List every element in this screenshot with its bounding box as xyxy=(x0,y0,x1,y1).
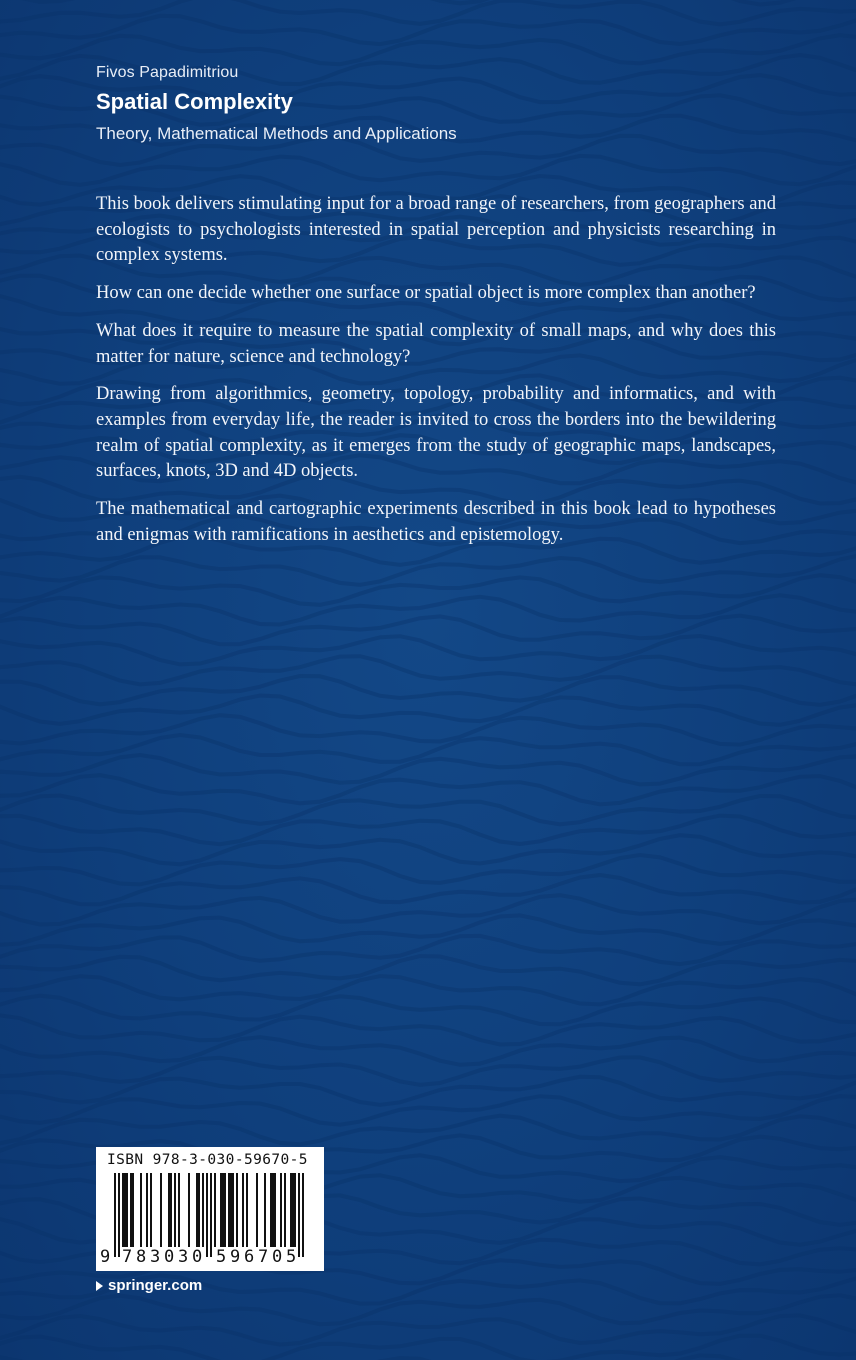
barcode-bar xyxy=(210,1173,212,1257)
barcode-bar xyxy=(150,1173,152,1247)
blurb-paragraph: How can one decide whether one surface or spatial object is more complex than another? xyxy=(96,283,756,304)
author-name: Fivos Papadimitriou xyxy=(96,64,239,81)
barcode-bar xyxy=(178,1173,180,1247)
barcode-bar xyxy=(270,1173,272,1247)
barcode-bar xyxy=(124,1173,126,1247)
barcode-bar xyxy=(280,1173,282,1247)
barcode-bar xyxy=(272,1173,274,1247)
barcode-bar xyxy=(170,1173,172,1247)
barcode-bar xyxy=(140,1173,142,1247)
barcode-bar xyxy=(228,1173,230,1247)
barcode-bar xyxy=(224,1173,226,1247)
barcode-bar xyxy=(284,1173,286,1247)
barcode-bar xyxy=(214,1173,216,1247)
blurb-paragraph: The mathematical and cartographic experiments described in this book lead to hypotheses and enigmas with ramifications in aesthetics and epistemology. xyxy=(96,499,776,545)
barcode-bar xyxy=(160,1173,162,1247)
ean-digits xyxy=(96,1247,324,1269)
isbn-label: ISBN 978-3-030-59670-5 xyxy=(107,1152,308,1168)
barcode-bar xyxy=(264,1173,266,1247)
barcode-bar xyxy=(302,1173,304,1257)
ean-digit: 7 xyxy=(122,1247,133,1267)
barcode-bar xyxy=(168,1173,170,1247)
barcode-bar xyxy=(230,1173,232,1247)
barcode-bar xyxy=(126,1173,128,1247)
publisher-link[interactable] xyxy=(96,1277,202,1294)
ean-digit: 0 xyxy=(272,1247,283,1267)
barcode-bar xyxy=(294,1173,296,1247)
barcode-bar xyxy=(222,1173,224,1247)
barcode-bar xyxy=(292,1173,294,1247)
ean-digit: 9 xyxy=(230,1247,241,1267)
ean-digit: 5 xyxy=(286,1247,297,1267)
ean-digit: 7 xyxy=(258,1247,269,1267)
blurb-paragraph: This book delivers stimulating input for a broad range of researchers, from geographers and ecologists to psychologists interested in spatial perception and physicists researching in complex systems. xyxy=(96,194,776,266)
barcode-bar xyxy=(122,1173,124,1247)
barcode-bar xyxy=(290,1173,292,1247)
barcode-bar xyxy=(298,1173,300,1257)
ean-digit: 0 xyxy=(164,1247,175,1267)
barcode-bar xyxy=(198,1173,200,1247)
barcode-bar xyxy=(130,1173,132,1247)
ean-digit: 3 xyxy=(150,1247,161,1267)
barcode-bar xyxy=(236,1173,238,1247)
blurb-paragraph: Drawing from algorithmics, geometry, topology, probability and informatics, and with examples from everyday life, the reader is invited to cross the borders into the bewildering realm of spatial complexity, as it emerges from the study of geographic maps, landscapes, surfaces, knots, 3D and 4D objects. xyxy=(96,384,776,482)
blurb-paragraph: What does it require to measure the spatial complexity of small maps, and why does this matter for nature, science and technology? xyxy=(96,320,776,367)
ean-digit: 3 xyxy=(178,1247,189,1267)
barcode-bar xyxy=(132,1173,134,1247)
barcode-bar xyxy=(196,1173,198,1247)
barcode-bar xyxy=(174,1173,176,1247)
book-subtitle: Theory, Mathematical Methods and Applications xyxy=(96,124,457,143)
barcode-bar xyxy=(146,1173,148,1247)
barcode-bar xyxy=(256,1173,258,1247)
isbn-barcode xyxy=(96,1147,324,1271)
ean-digit: 9 xyxy=(100,1247,111,1267)
barcode-bar xyxy=(114,1173,116,1257)
barcode-bar xyxy=(118,1173,120,1257)
barcode-bar xyxy=(202,1173,204,1247)
barcode-bar xyxy=(246,1173,248,1247)
barcode-bar xyxy=(188,1173,190,1247)
ean-digit: 6 xyxy=(244,1247,255,1267)
ean-digit: 0 xyxy=(192,1247,203,1267)
barcode-bar xyxy=(220,1173,222,1247)
barcode-bar xyxy=(242,1173,244,1247)
barcode-bar xyxy=(206,1173,208,1257)
ean-digit: 5 xyxy=(216,1247,227,1267)
triangle-right-icon xyxy=(96,1281,103,1291)
ean-digit: 8 xyxy=(136,1247,147,1267)
publisher-url: springer.com xyxy=(108,1277,203,1294)
barcode-bar xyxy=(274,1173,276,1247)
barcode-bar xyxy=(232,1173,234,1247)
blurb-text xyxy=(96,192,776,560)
book-title: Spatial Complexity xyxy=(96,89,293,114)
